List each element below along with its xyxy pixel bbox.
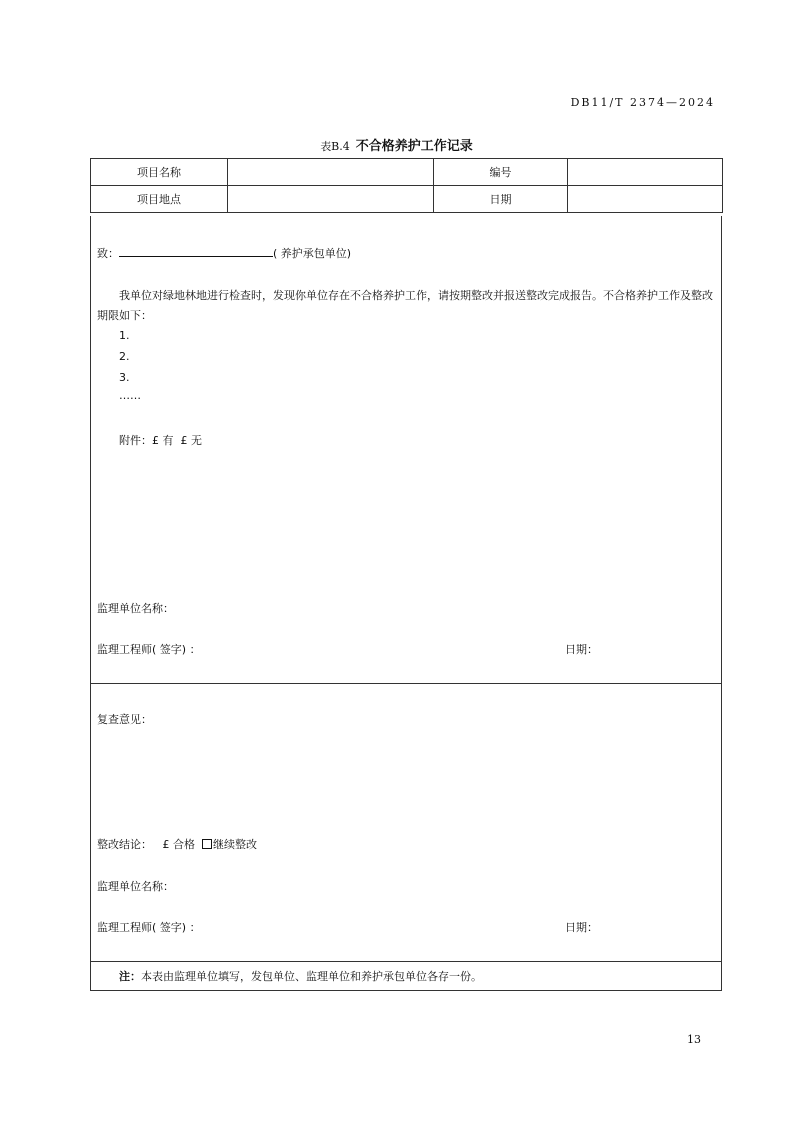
notice-section xyxy=(90,216,722,684)
table-title-text: 不合格养护工作记录 xyxy=(355,139,473,154)
review-supervisor-unit-label: 监理单位名称： xyxy=(97,880,174,893)
checkbox-icon[interactable] xyxy=(202,839,212,849)
recipient-suffix: ( 养护承包单位) xyxy=(273,247,352,260)
table-number: 表B.4 xyxy=(320,140,350,153)
review-opinion-label: 复查意见： xyxy=(97,713,152,726)
date-label: 日期 xyxy=(434,186,568,213)
supervisor-unit-label: 监理单位名称： xyxy=(97,602,174,615)
recipient-line xyxy=(97,245,351,261)
supervisor-engineer-label: 监理工程师( 签字) ： xyxy=(97,643,201,656)
list-item: 1. xyxy=(119,329,130,342)
note-line xyxy=(119,968,482,984)
conclusion-line xyxy=(97,836,257,852)
review-section xyxy=(90,684,722,962)
list-item: 3. xyxy=(119,371,130,384)
table-title xyxy=(0,135,793,154)
info-table xyxy=(90,158,723,213)
table-row xyxy=(91,186,723,213)
pass-option[interactable]: £ 合格 xyxy=(162,838,195,851)
page-number: 13 xyxy=(687,1033,701,1046)
recipient-blank[interactable] xyxy=(119,246,273,257)
to-label: 致： xyxy=(97,247,119,260)
project-name-value[interactable] xyxy=(228,159,434,186)
list-item: …… xyxy=(119,389,141,402)
date-value[interactable] xyxy=(568,186,723,213)
attachment-yes-option[interactable]: £ 有 xyxy=(152,434,174,447)
project-location-value[interactable] xyxy=(228,186,434,213)
review-supervisor-engineer-label: 监理工程师( 签字) ： xyxy=(97,921,201,934)
serial-number-value[interactable] xyxy=(568,159,723,186)
continue-option[interactable]: 继续整改 xyxy=(213,838,257,851)
standard-code: DB11/T 2374—2024 xyxy=(570,96,715,109)
note-section xyxy=(90,962,722,991)
attachment-label: 附件： xyxy=(119,434,152,447)
attachment-no-option[interactable]: £ 无 xyxy=(180,434,202,447)
note-label: 注： xyxy=(119,970,141,983)
conclusion-label: 整改结论： xyxy=(97,838,152,851)
serial-number-label: 编号 xyxy=(434,159,568,186)
attachment-line xyxy=(119,432,202,448)
sign-date-label: 日期： xyxy=(565,643,598,656)
project-location-label: 项目地点 xyxy=(91,186,228,213)
table-row xyxy=(91,159,723,186)
project-name-label: 项目名称 xyxy=(91,159,228,186)
notice-body: 我单位对绿地林地进行检查时，发现你单位存在不合格养护工作，请按期整改并报送整改完成报告。不合格养护工作及整改期限如下： xyxy=(97,289,713,322)
note-text: 本表由监理单位填写，发包单位、监理单位和养护承包单位各存一份。 xyxy=(141,970,482,983)
review-sign-date-label: 日期： xyxy=(565,921,598,934)
list-item: 2. xyxy=(119,350,130,363)
